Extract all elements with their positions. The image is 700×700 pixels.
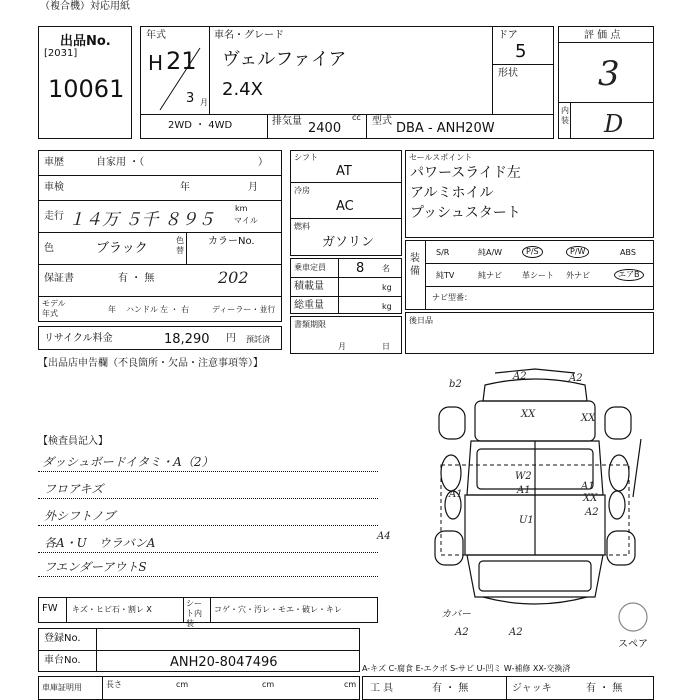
equip-genuine-tv: 純TV — [436, 271, 455, 280]
inspector-label: 【検査員記入】 — [38, 436, 108, 447]
usage-close: ） — [258, 157, 268, 168]
equip-sr: S/R — [436, 248, 450, 257]
fuel-value: ガソリン — [322, 235, 375, 250]
lot-code: [2031] — [44, 48, 78, 59]
inspection-year-unit: 年 — [180, 182, 190, 193]
equip-genuine-navi: 純ナビ — [478, 271, 502, 280]
jack-label: ジャッキ — [512, 683, 552, 694]
car-grade: 2.4X — [222, 79, 263, 100]
fw-text: キズ・ヒビ石・割レ X — [72, 605, 152, 614]
year-value: 21 — [166, 47, 197, 75]
equip-leather-seat: 革シート — [522, 271, 554, 280]
equip-power-steering: P/S — [522, 246, 543, 258]
warranty-value: 有 ・ 無 — [118, 273, 155, 284]
inspector-note-3: 外シフトノブ — [44, 509, 116, 523]
month-value: 3 — [186, 91, 195, 106]
garage-cert-box — [38, 676, 360, 700]
svg-text:A2: A2 — [513, 371, 527, 382]
capacity-unit: 名 — [382, 264, 390, 273]
svg-text:A1: A1 — [449, 489, 463, 500]
sales-point-label: セールスポイント — [409, 153, 473, 162]
svg-text:A1: A1 — [517, 485, 531, 496]
equip-abs: ABS — [620, 248, 636, 257]
svg-text:A2: A2 — [509, 627, 523, 638]
handle-label: ハンドル — [126, 305, 158, 314]
form-header-note: （複合機）対応用紙 — [40, 1, 130, 12]
color-label: 色 — [44, 243, 54, 254]
year-era: H — [148, 51, 164, 75]
capacity-value: 8 — [356, 261, 365, 276]
usage-label: 車歴 — [44, 157, 64, 168]
car-name: ヴェルファイア — [222, 49, 347, 70]
interior-label: 内装 — [561, 106, 569, 125]
jack-value: 有 ・ 無 — [586, 683, 623, 694]
score-label: 評 価 点 — [584, 30, 621, 41]
mileage-km-unit: km — [235, 204, 248, 213]
inspector-note-2: フロアキズ — [44, 482, 104, 496]
sales-point-line-1: パワースライド左 — [410, 165, 521, 181]
equip-aftermarket-navi: 外ナビ — [566, 271, 590, 280]
mileage-label: 走行 — [44, 211, 64, 222]
length-label: 長さ — [106, 680, 122, 689]
seat-text: コゲ・穴・汚レ・モエ・破レ・キレ — [214, 605, 342, 614]
svg-text:W2: W2 — [515, 471, 532, 482]
equipment-label: 装備 — [410, 253, 420, 277]
lot-number-label: 出品No. — [60, 34, 111, 49]
docs-day: 日 — [382, 342, 390, 351]
recycle-status: 預託済 — [246, 335, 270, 344]
total-weight-label: 総重量 — [294, 300, 324, 311]
later-items-label: 後日品 — [409, 316, 433, 325]
doors-value: 5 — [515, 41, 527, 62]
registration-label: 登録No. — [44, 633, 81, 644]
fw-label: FW — [42, 603, 58, 614]
svg-text:カバー: カバー — [441, 609, 471, 620]
fuel-label: 燃料 — [294, 222, 310, 231]
seat-label: シート内装 — [186, 599, 202, 628]
svg-text:A4: A4 — [377, 531, 391, 542]
inspector-note-1: ダッシュボードイタミ・A（2） — [42, 455, 214, 469]
displacement-label: 排気量 — [272, 116, 302, 127]
car-damage-diagram — [377, 365, 700, 638]
model-label: 型式 — [372, 116, 392, 127]
displacement-value: 2400 — [308, 121, 342, 136]
warranty-label: 保証書 — [44, 273, 74, 284]
svg-text:A2: A2 — [569, 373, 583, 384]
cm-unit-2: cm — [262, 680, 275, 689]
year-label: 年式 — [146, 30, 166, 41]
ac-label: 冷房 — [294, 186, 310, 195]
drive-type: 2WD ・ 4WD — [168, 120, 233, 131]
shift-label: シフト — [294, 153, 318, 162]
model-year-label: モデル年式 — [42, 299, 66, 318]
svg-text:A2: A2 — [585, 507, 599, 518]
equip-power-window: P/W — [566, 246, 589, 258]
damage-legend: A-キズ C-腐食 E-エクボ S-サビ U-凹ミ W-補修 XX-交換済 — [362, 664, 571, 673]
garage-cert-label: 車庫証明用 — [42, 683, 82, 692]
spare-label: スペア — [618, 639, 648, 650]
svg-text:U1: U1 — [519, 515, 534, 526]
cm-unit-1: cm — [176, 680, 189, 689]
model-value: DBA - ANH20W — [396, 121, 495, 136]
inspection-label: 車検 — [44, 182, 64, 193]
load-label: 積載量 — [294, 281, 324, 292]
recycle-unit: 円 — [226, 333, 236, 344]
shift-value: AT — [336, 164, 352, 179]
svg-text:A2: A2 — [455, 627, 469, 638]
svg-text:A1: A1 — [581, 481, 595, 492]
sales-point-line-2: アルミホイル — [410, 185, 494, 201]
shape-label: 形状 — [498, 68, 518, 79]
car-name-label: 車名・グレード — [214, 30, 284, 41]
chassis-value: ANH20-8047496 — [170, 655, 278, 670]
score-value: 3 — [598, 54, 620, 94]
sales-point-line-3: プッシュスタート — [410, 205, 521, 221]
docs-label: 書類期限 — [294, 320, 326, 329]
equip-airbag: エアB — [614, 269, 644, 281]
navi-model-label: ナビ型番： — [432, 293, 472, 302]
inspector-note-4: 各A・U ウラバンA — [44, 536, 156, 550]
inspection-month-unit: 月 — [248, 182, 258, 193]
load-unit: kg — [382, 283, 392, 292]
total-weight-unit: kg — [382, 302, 392, 311]
mileage-mile-unit: マイル — [234, 216, 258, 225]
model-year-unit: 年 — [108, 305, 116, 314]
lot-number: 10061 — [48, 75, 125, 103]
svg-text:XX: XX — [583, 493, 598, 504]
recycle-label: リサイクル料金 — [44, 333, 113, 344]
color-number-value: 202 — [218, 268, 249, 287]
capacity-label: 乗車定員 — [294, 263, 326, 272]
cm-unit-3: cm — [344, 680, 357, 689]
doors-label: ドア — [498, 30, 518, 41]
inspector-note-5: フエンダーアウトS — [44, 560, 147, 574]
month-unit: 月 — [200, 98, 208, 107]
later-items-box — [405, 312, 654, 354]
mileage-value: １４万 ５千 ８９５ — [68, 210, 215, 230]
svg-text:XX: XX — [521, 409, 536, 420]
tools-value: 有 ・ 無 — [432, 683, 469, 694]
color-value: ブラック — [96, 241, 148, 256]
svg-text:b2: b2 — [449, 379, 462, 390]
equip-alloy-wheel: 純A/W — [478, 248, 503, 257]
usage-value: 自家用 ・（ — [96, 157, 145, 168]
cc-unit: cc — [352, 113, 361, 122]
dealer-label: ディーラー・並行 — [212, 305, 276, 314]
docs-month: 月 — [338, 342, 346, 351]
chassis-label: 車台No. — [44, 655, 81, 666]
recycle-value: 18,290 — [164, 332, 210, 347]
svg-text:XX: XX — [581, 413, 596, 424]
handle-value: 左 ・ 右 — [160, 305, 190, 314]
color-number-label: カラーNo. — [208, 236, 255, 247]
tools-label: 工 具 — [370, 683, 394, 694]
interior-value: D — [604, 110, 624, 138]
color-change-label: 色替 — [176, 236, 184, 255]
ac-value: AC — [336, 199, 354, 214]
seller-report-label: 【出品店申告欄（不良箇所・欠品・注意事項等）】 — [38, 358, 263, 369]
